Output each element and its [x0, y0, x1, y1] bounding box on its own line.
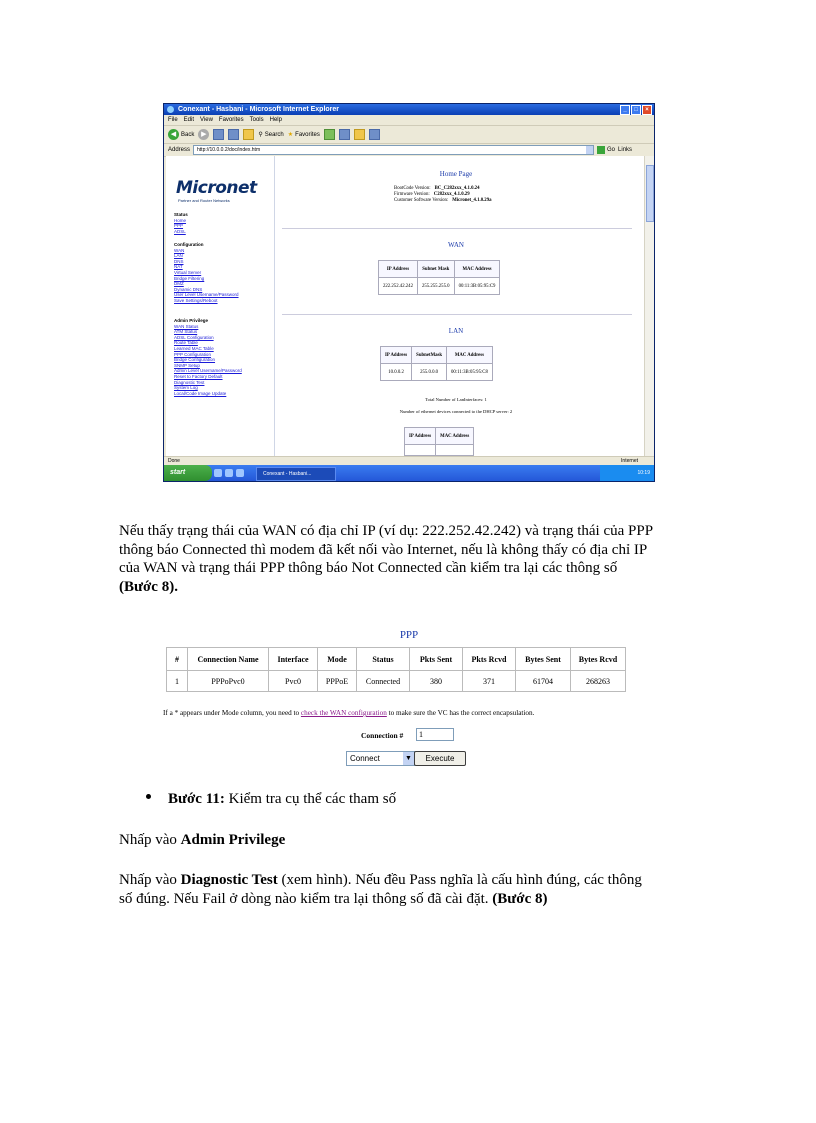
check-wan-configuration-link[interactable]: check the WAN configuration: [300, 709, 387, 717]
ppp-mode-note: If a * appears under Mode column, you need to check the WAN configuration to make sure the VC has the correct encapsulation.: [163, 709, 535, 717]
step-11-line: Bước 11: Kiểm tra cụ thể các tham số: [168, 791, 397, 807]
sidebar-link-adsl[interactable]: ADSL: [174, 228, 186, 234]
lan-interfaces-note: Total Number of LanInterfaces: 1: [425, 397, 487, 402]
back-arrow-icon: ◀: [168, 129, 179, 140]
nav-admin-section: [174, 318, 242, 396]
address-label: Address: [168, 147, 191, 153]
divider: [282, 314, 632, 315]
page-viewport: [166, 156, 644, 456]
bullet-icon: [146, 790, 154, 798]
stop-icon[interactable]: [213, 129, 224, 140]
browser-toolbar: [164, 126, 654, 144]
address-input[interactable]: http://10.0.0.2/doc/index.htm: [193, 145, 594, 155]
wan-table: [378, 260, 500, 295]
back-button[interactable]: ◀ Back: [168, 129, 194, 140]
taskbar-task-ie[interactable]: Conexant - Hasbani...: [256, 467, 336, 481]
nav-admin-heading: Admin Privilege: [174, 318, 209, 323]
refresh-icon[interactable]: [228, 129, 239, 140]
sidebar-link-dynamic-dns[interactable]: Dynamic DNS: [174, 286, 203, 292]
menu-bar: [164, 115, 654, 126]
ppp-table: [166, 647, 626, 692]
status-text: Done: [168, 458, 180, 464]
sidebar-link-dns[interactable]: DNS: [174, 258, 184, 264]
divider: [282, 228, 632, 229]
menu-edit[interactable]: Edit: [183, 117, 195, 123]
router-sidebar: [166, 156, 275, 456]
sidebar-link-local-code-image-update[interactable]: Local/Code Image Update: [174, 390, 227, 396]
chevron-down-icon[interactable]: ▼: [403, 752, 414, 765]
nav-config-section: [174, 242, 239, 304]
click-diagnostic-test-paragraph: Nhấp vào Diagnostic Test (xem hình). Nếu đều Pass nghĩa là cấu hình đúng, các thông số đúng. Nếu Fail ở dòng nào kiểm tra lại thông số đã cài đặt. (Bước 8): [119, 872, 642, 907]
paragraph-wan-status: Nếu thấy trạng thái của WAN có địa chỉ IP (ví dụ: 222.252.42.242) và trạng thái của PPP thông báo Connected thì modem đã kết nối vào Internet, nếu là không thấy có địa chỉ IP của WAN và trạng thái PPP thông báo Not Connected cần kiểm tra lại các thông số (Bước 8).: [119, 523, 654, 595]
sidebar-link-virtual-server[interactable]: Virtual Server: [174, 269, 202, 275]
sidebar-link-ppp-configuration[interactable]: PPP Configuration: [174, 351, 211, 357]
chevron-down-icon[interactable]: [586, 146, 593, 154]
connection-number-input[interactable]: 1: [416, 728, 454, 741]
ppp-status-value: Connected: [357, 671, 410, 692]
sidebar-link-reset-to-factory-default[interactable]: Reset to Factory Default: [174, 373, 223, 379]
wan-ip-address: 222.252.42.242: [379, 278, 418, 295]
menu-tools[interactable]: Tools: [249, 117, 264, 123]
sidebar-link-bridge-configuration[interactable]: Bridge Configuration: [174, 357, 216, 363]
media-player-icon[interactable]: [236, 469, 244, 477]
ie-icon[interactable]: [225, 469, 233, 477]
sidebar-link-adsl-configuration[interactable]: ADSL Configuration: [174, 334, 214, 340]
sidebar-link-route-table[interactable]: Route Table: [174, 340, 198, 346]
window-title: Conexant - Hasbani - Microsoft Internet Explorer: [178, 106, 340, 113]
go-arrow-icon: [597, 146, 605, 154]
nav-admin-list: [174, 324, 242, 397]
vertical-scrollbar[interactable]: [644, 156, 654, 456]
menu-help[interactable]: Help: [269, 117, 282, 123]
quick-launch: [214, 469, 244, 477]
history-icon[interactable]: [339, 129, 350, 140]
lan-title: LAN: [448, 327, 464, 335]
scrollbar-thumb[interactable]: [646, 165, 654, 222]
micronet-logo: Micronet: [176, 178, 257, 198]
sidebar-link-user-level-username-password[interactable]: User Level Username/Password: [174, 292, 239, 298]
start-button[interactable]: start: [164, 465, 212, 481]
sidebar-link-admin-level-username-password[interactable]: Admin Level Username/Password: [174, 368, 242, 374]
print-icon[interactable]: [369, 129, 380, 140]
nav-config-heading: Configuration: [174, 242, 204, 247]
table-row: 10.0.0.2 255.0.0.0 00:11:3B:05:95:C8: [381, 364, 493, 381]
table-header-row: IP Address Subnet Mask MAC Address: [379, 261, 500, 278]
firmware-version: Firmware Version: C282xxx_4.1.0.29: [394, 192, 470, 197]
table-row: 1 PPPoPvc0 Pvc0 PPPoE Connected 380 371 61704 268263: [167, 671, 626, 692]
sidebar-link-bridge-filtering[interactable]: Bridge Filtering: [174, 275, 205, 281]
favorites-button[interactable]: ★ Favorites: [287, 131, 320, 138]
sidebar-link-nat[interactable]: NAT: [174, 264, 183, 270]
nav-status-heading: Status: [174, 212, 188, 217]
wan-title: WAN: [448, 241, 464, 249]
ppp-title: PPP: [399, 629, 419, 641]
sidebar-link-system-log[interactable]: System Log: [174, 385, 198, 391]
ie-logo-icon: [167, 106, 174, 113]
customer-software-version: Customer Software Version: Micronet_4.1.0.29a: [394, 198, 492, 203]
dhcp-note: Number of ethernet devices connected to the DHCP server: 2: [399, 409, 513, 414]
status-bar: [164, 456, 655, 465]
close-icon[interactable]: ×: [642, 105, 652, 115]
maximize-icon[interactable]: □: [631, 105, 641, 115]
sidebar-link-lan[interactable]: LAN: [174, 253, 183, 259]
windows-taskbar: [164, 465, 654, 481]
security-zone: Internet: [621, 458, 638, 464]
sidebar-link-wan-status[interactable]: WAN Status: [174, 323, 199, 329]
dhcp-table: [404, 427, 474, 456]
action-select[interactable]: Connect ▼: [346, 751, 415, 766]
window-titlebar: [164, 104, 654, 115]
menu-view[interactable]: View: [200, 117, 213, 123]
desktop-icon[interactable]: [214, 469, 222, 477]
nav-status-section: [174, 212, 188, 234]
bootcode-version: BootCode Version: BC_C282xxx_4.1.0.24: [394, 186, 480, 191]
table-row: [405, 445, 474, 456]
search-button[interactable]: ⚲ Search: [258, 131, 284, 138]
table-header-row: IP Address SubnetMask MAC Address: [381, 347, 493, 364]
sidebar-link-ppp[interactable]: PPP: [174, 223, 184, 229]
connection-number-label: Connection #: [361, 731, 404, 740]
nav-status-list: [174, 218, 188, 235]
ppp-status-screenshot: [158, 620, 660, 770]
sidebar-link-wan[interactable]: WAN: [174, 247, 185, 253]
version-info: [394, 186, 492, 204]
table-row: 222.252.42.242 255.255.255.0 00:11:3B:05:95:C9: [379, 278, 500, 295]
links-label[interactable]: Links: [618, 147, 633, 153]
click-admin-privilege-line: Nhấp vào Admin Privilege: [119, 832, 286, 848]
lan-table: [380, 346, 493, 381]
execute-button[interactable]: Execute: [414, 751, 466, 766]
go-button[interactable]: Go: [597, 146, 615, 154]
sidebar-link-home[interactable]: Home: [174, 217, 187, 223]
menu-file[interactable]: File: [168, 117, 178, 123]
system-tray-clock: 10:19: [600, 465, 654, 481]
menu-favorites[interactable]: Favorites: [218, 117, 244, 123]
nav-config-list: [174, 248, 239, 304]
router-content: [276, 156, 636, 456]
star-icon: ★: [287, 132, 294, 138]
media-icon[interactable]: [324, 129, 335, 140]
sidebar-link-atm-status[interactable]: ATM Status: [174, 329, 198, 335]
mail-icon[interactable]: [354, 129, 365, 140]
search-icon: ⚲: [258, 132, 263, 138]
sidebar-link-snmp-setup[interactable]: SNMP Setup: [174, 362, 200, 368]
sidebar-link-save-settings-reboot[interactable]: Save Settings/Reboot: [174, 297, 218, 303]
sidebar-link-dmz[interactable]: DMZ: [174, 281, 184, 287]
minimize-icon[interactable]: _: [620, 105, 630, 115]
logo-tagline: Partner and Router Networks: [178, 198, 230, 203]
forward-arrow-icon[interactable]: ▶: [198, 129, 209, 140]
home-page-title: Home Page: [439, 170, 473, 178]
table-header-row: IP Address MAC Address: [405, 428, 474, 445]
sidebar-link-diagnostic-test[interactable]: Diagnostic Test: [174, 379, 205, 385]
sidebar-link-learned-mac-table[interactable]: Learned MAC Table: [174, 345, 214, 351]
browser-window-screenshot: [163, 103, 655, 482]
table-header-row: # Connection Name Interface Mode Status Pkts Sent Pkts Rcvd Bytes Sent Bytes Rcvd: [167, 648, 626, 671]
home-icon[interactable]: [243, 129, 254, 140]
window-controls: [620, 105, 652, 115]
